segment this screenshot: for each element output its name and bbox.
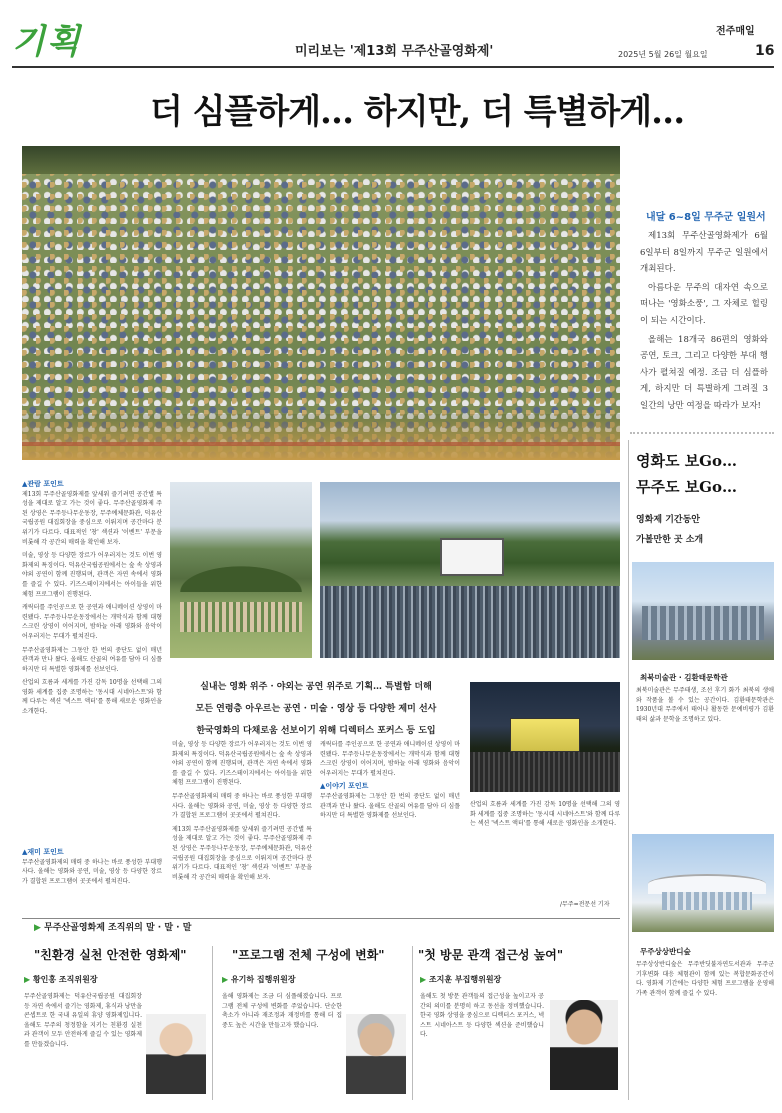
newspaper-name: 전주매일 xyxy=(716,26,755,37)
photo-choibuk-museum xyxy=(632,562,774,660)
middle-column-paragraph: 미술, 영상 등 다양한 장르가 어우러지는 것도 이번 영화제의 특징이다. 덕유산국립공원에서는 숲 속 상영과 야외 공연이 함께 진행되며, 관객은 자연 속에서 영화를 즐길 수 있다. 키즈스테이지에서는 아이들을 위한 체험 프로그램이 진행된다. xyxy=(172,741,312,787)
sidebar-title xyxy=(636,448,737,500)
venue-point-text-continued: 미술, 영상 등 다양한 장르가 어우러지는 것도 이번 영화제의 특징이다. 덕유산국립공원에서는 숲 속 상영과 야외 공연이 함께 진행되며, 관객은 자연 속에서 영화를 즐길 수 있다. 키즈스테이지에서는 아이들을 위한 체험 프로그램이 진행된다. xyxy=(22,552,162,598)
issue-date: 2025년 5월 26일 월요일 xyxy=(618,50,708,59)
intro-body xyxy=(640,228,768,415)
venue-point-text: 제13회 무주산골영화제를 앞세워 즐기려면 공간별 특성을 제대로 알고 가는 것이 좋다. 무주산골영화제 주된 상영은 무주등나무운동장, 무주예체문화관, 덕유산국립공원 대집회장을 중심으로 이뤄지며 공간마다 분위기가 다르다. 대표적인 '창' 섹션과 '이벤트' 부문을 비롯해 각 공간의 매력을 확인해 보자. xyxy=(22,490,162,546)
page-number: 16 xyxy=(755,43,775,59)
photo-outdoor-screening-crowd xyxy=(320,482,620,658)
venue-point-text-continued: 무주산골영화제는 그동안 한 번의 중단도 없이 매년 관객과 만나 왔다. 올해도 산골의 여유를 담아 더 심플하지만 더 특별한 영화제를 선보인다. xyxy=(22,646,162,673)
sidebar-subtitle xyxy=(636,510,703,550)
portrait-jo-jihun xyxy=(550,1000,618,1090)
photo-night-screening xyxy=(470,682,620,792)
interview-section-title: 무주산골영화제 조직위의 말 · 말 · 말 xyxy=(44,923,192,933)
section-arrow-icon: ▶ xyxy=(34,923,45,933)
interview-quote: "첫 방문 관객 접근성 높여" xyxy=(418,948,564,962)
zoom-point-column xyxy=(22,848,162,912)
middle-column-paragraph: 제13회 무주산골영화제를 앞세워 즐기려면 공간별 특성을 제대로 알고 가는 것이 좋다. 무주산골영화제 주된 상영은 무주등나무운동장, 무주예체문화관, 덕유산국립공원 대집회장을 중심으로 이뤄지며 공간마다 분위기가 다르다. 대표적인 '창' 섹션과 '이벤트' 부문을 비롯해 각 공간의 매력을 확인해 보자. xyxy=(172,825,312,881)
intro-paragraph: 제13회 무주산골영화제가 6월 6일부터 8일까지 무주군 일원에서 개최된다. xyxy=(640,231,768,275)
intro-paragraph: 올해는 18개국 86편의 영화와 공연, 토크, 그리고 다양한 부대 행사가 펼쳐질 예정. 조금 더 심플하게, 하지만 더 특별하게 그려질 3일간의 낭만 여정을 따라가 보자! xyxy=(640,334,768,411)
pullquote xyxy=(172,676,460,742)
place1-name: 최북미술관 · 김환태문학관 xyxy=(640,673,728,682)
sidebar-subtitle-line: 가볼만한 곳 소개 xyxy=(636,535,704,545)
interviewee-name-text: 유기하 집행위원장 xyxy=(230,975,296,984)
section-logo: 기획 xyxy=(12,22,82,62)
interviewee-name xyxy=(24,974,98,985)
right-column-text xyxy=(320,740,460,912)
far-right-column-text xyxy=(470,800,620,892)
interviewee-name xyxy=(222,974,296,985)
interview-top-rule xyxy=(22,918,620,919)
interviewee-name-text: 조지훈 부집행위원장 xyxy=(428,975,502,984)
series-title: 미리보는 '제13회 무주산골영화제' xyxy=(295,44,494,59)
middle-column-paragraph: 무주산골영화제의 매력 중 하나는 바로 풍성한 부대행사다. 올해는 영화와 공연, 미술, 영상 등 다양한 장르가 결합된 프로그램이 곳곳에서 펼쳐진다. xyxy=(172,792,312,820)
sidebar-subtitle-line: 영화제 기간동안 xyxy=(636,515,700,525)
pullquote-line: 한국영화의 다채로움 선보이기 위해 디렉터스 포커스 등 도입 xyxy=(196,726,436,736)
photo-mountain-lawn xyxy=(170,482,312,658)
sidebar-title-line: 영화도 보Go… xyxy=(636,452,737,470)
far-right-paragraph: 산업의 흐름과 세계를 가진 감독 10명을 선택해 그의 영화 세계를 집중 조명하는 '동시대 시네아스트'와 함께 다루는 섹션 '넥스트 액터'를 통해 새로운 영화인을 소개한다. xyxy=(470,801,620,828)
intro-kicker: 내달 6~8일 무주군 일원서 xyxy=(646,212,766,223)
venue-point-text-continued: 캐릭터를 주인공으로 한 공연과 애니메이션 상영이 마련됐다. 무주등나무운동장에서는 개막식과 함께 대형 스크린 상영이 이어지며, 밤하늘 아래 영화와 음악이 어우러지는 무대가 펼쳐진다. xyxy=(22,604,162,640)
divider xyxy=(630,432,774,434)
header-rule xyxy=(12,66,774,68)
interview-quote: "친환경 실천 안전한 영화제" xyxy=(34,948,187,962)
pullquote-line: 모든 연령층 아우르는 공연 · 미술 · 영상 등 다양한 제미 선사 xyxy=(195,704,437,714)
name-arrow-icon: ▶ xyxy=(24,975,33,984)
interview-text: 올해도 첫 방문 관객들의 접근성을 높이고자 공간의 의미를 분명히 하고 동선을 정비했습니다. 한국 영화 상영을 중심으로 디렉터스 포커스, 넥스트 시네아스트 등 다양한 섹션을 준비했습니다. xyxy=(420,993,544,1039)
interview-divider xyxy=(212,946,213,1100)
venue-point-column xyxy=(22,480,162,850)
portrait-hwang-inhong xyxy=(146,1014,206,1094)
pullquote-line: 실내는 영화 위주 · 야외는 공연 위주로 기획… 특별함 더해 xyxy=(200,682,432,692)
photo-sangsang-bandi-forest xyxy=(632,834,774,932)
middle-column-text xyxy=(172,740,312,912)
interview-text: 올해 영화제는 조금 더 심플해졌습니다. 프로그램 전체 구성에 변화를 주었습니다. 단순한 축소가 아니라 재조정과 재정비를 통해 더 집중도 높은 시간을 만들고자 했습니다. xyxy=(222,993,342,1029)
venue-point-heading: ▲관람 포인트 xyxy=(22,480,64,488)
interview-section-label xyxy=(34,920,191,933)
place2-text: 무주상상반디숲은 무주반딧불자연도서관과 무주군 기후변화 대응 체험관이 함께 있는 복합문화공간이다. 영화제 기간에는 다양한 체험 프로그램을 운영해 가족 관객이 함께 즐길 수 있다. xyxy=(636,961,774,997)
place2-name: 무주상상반디숲 xyxy=(640,947,691,956)
zoom-point-text: 무주산골영화제의 매력 중 하나는 바로 풍성한 부대행사다. 올해는 영화와 공연, 미술, 영상 등 다양한 장르가 결합된 프로그램이 곳곳에서 펼쳐진다. xyxy=(22,858,162,885)
interview-divider xyxy=(412,946,413,1100)
story-point-text: 무주산골영화제는 그동안 한 번의 중단도 없이 매년 관객과 만나 왔다. 올해도 산골의 여유를 담아 더 심플하지만 더 특별한 영화제를 선보인다. xyxy=(320,792,460,820)
place1-text: 최북미술관은 무주태생, 조선 후기 화가 최북의 생애와 작품을 볼 수 있는 공간이다. 김환태문학관은 1930년대 무주에서 태어나 활동한 문예비평가 김환태의 삶과 문학을 조명하고 있다. xyxy=(636,687,774,723)
intro-paragraph: 아름다운 무주의 대자연 속으로 떠나는 '영화소풍', 그 자체로 힐링이 되는 시간이다. xyxy=(640,282,768,326)
right-column-paragraph: 캐릭터를 주인공으로 한 공연과 애니메이션 상영이 마련됐다. 무주등나무운동장에서는 개막식과 함께 대형 스크린 상영이 이어지며, 밤하늘 아래 영화와 음악이 어우러지는 무대가 펼쳐진다. xyxy=(320,741,460,777)
interviewee-name-text: 황인홍 조직위원장 xyxy=(32,975,98,984)
headline: 더 심플하게… 하지만, 더 특별하게… xyxy=(150,92,685,132)
sidebar-divider xyxy=(628,440,629,1100)
name-arrow-icon: ▶ xyxy=(222,975,231,984)
main-photo-festival-lawn xyxy=(22,146,620,460)
interview-quote: "프로그램 전체 구성에 변화" xyxy=(232,948,385,962)
zoom-point-heading: ▲재미 포인트 xyxy=(22,848,64,856)
name-arrow-icon: ▶ xyxy=(420,975,429,984)
sidebar-title-line: 무주도 보Go… xyxy=(636,478,737,496)
venue-point-text-continued: 산업의 흐름과 세계를 가진 감독 10명을 선택해 그의 영화 세계를 집중 조명하는 '동시대 시네아스트'와 함께 다루는 섹션 '넥스트 액터'를 통해 새로운 영화인을 소개한다. xyxy=(22,679,162,716)
interview-text: 무주산골영화제는 덕유산국립공원 대집회장 등 자연 속에서 즐기는 영화제, 휴식과 낭만을 콘셉트로 한 국내 유일의 휴양 영화제입니다. 올해도 무주의 청정함을 지키는 친환경 실천과 관객이 모두 안전하게 즐길 수 있는 영화제를 만들겠습니다. xyxy=(24,993,142,1048)
interviewee-name xyxy=(420,974,501,985)
story-point-heading: ▲이야기 포인트 xyxy=(320,782,369,791)
portrait-yu-giha xyxy=(346,1014,406,1094)
byline: /무주=전문선 기자 xyxy=(560,901,610,908)
